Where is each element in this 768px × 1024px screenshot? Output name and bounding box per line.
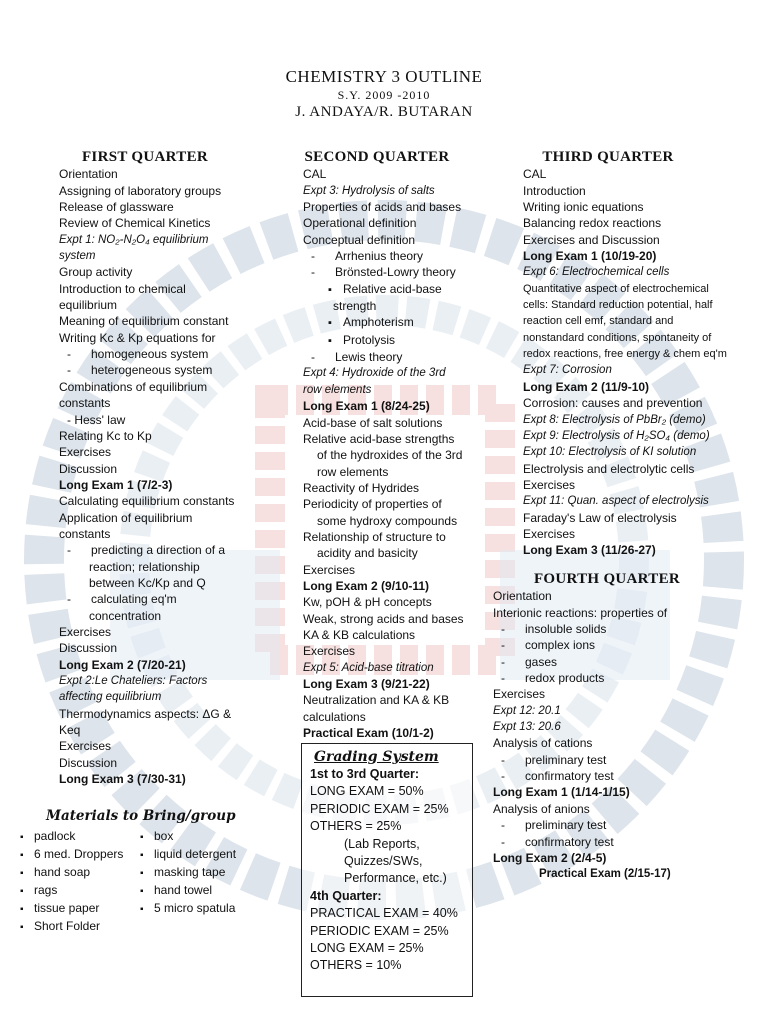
fourth-quarter-list-item: Interionic reactions: properties of xyxy=(493,605,668,620)
first-quarter-list-item: Writing Kc & Kp equations for xyxy=(59,330,216,345)
materials-item: ▪ 6 med. Droppers xyxy=(20,846,123,864)
third-quarter-list-item: Quantitative aspect of electrochemical xyxy=(523,282,709,295)
materials-item: ▪ padlock xyxy=(20,828,123,846)
third-quarter-list-item: Electrolysis and electrolytic cells xyxy=(523,461,695,476)
fourth-quarter-list-item: - preliminary test xyxy=(493,817,763,833)
first-quarter-column xyxy=(59,149,279,787)
third-quarter-heading: THIRD QUARTER xyxy=(542,149,674,165)
first-quarter-list-item: Combinations of equilibrium xyxy=(59,379,208,394)
grading-list-item: Quizzes/SWs, xyxy=(344,854,423,869)
fourth-quarter-list-item: - redox products xyxy=(493,670,763,686)
second-quarter-list-item: - Lewis theory xyxy=(303,349,488,365)
fourth-quarter-list-item: - confirmatory test xyxy=(493,768,763,784)
third-quarter-list-item: Expt 10: Electrolysis of KI solution xyxy=(523,446,697,459)
grading-title: Grading System xyxy=(314,749,439,765)
second-quarter-list-item: Neutralization and KA & KB xyxy=(303,693,450,708)
document-title: CHEMISTRY 3 OUTLINE xyxy=(285,67,483,86)
third-quarter-list-item: Exercises xyxy=(523,477,576,492)
grading-list-item: LONG EXAM = 50% xyxy=(310,784,424,799)
second-quarter-list-item: Exercises xyxy=(303,644,356,659)
materials-item: ▪ masking tape xyxy=(140,864,236,882)
third-quarter-list-item: Expt 6: Electrochemical cells xyxy=(523,266,670,279)
second-quarter-list-item: Long Exam 1 (8/24-25) xyxy=(303,399,430,414)
fourth-quarter-list-item: Exercises xyxy=(493,687,546,702)
materials-item: ▪ liquid detergent xyxy=(140,846,236,864)
second-quarter-list-item: Operational definition xyxy=(303,216,417,231)
first-quarter-list-item: Long Exam 3 (7/30-31) xyxy=(59,772,186,787)
second-quarter-list-item: Relationship of structure to xyxy=(303,529,446,544)
third-quarter-list-item: CAL xyxy=(523,167,547,182)
second-quarter-list-item: some hydroxy compounds xyxy=(317,513,458,528)
grading-list xyxy=(310,766,472,975)
second-quarter-list-item: strength xyxy=(333,299,377,314)
first-quarter-list-item: - Hess' law xyxy=(67,412,126,427)
first-quarter-list-item: - calculating eq'm xyxy=(59,591,279,607)
second-quarter-list-item: Properties of acids and bases xyxy=(303,200,462,215)
grading-list-item: 4th Quarter: xyxy=(310,888,382,903)
first-quarter-list-item: Expt 2:Le Chateliers: Factors xyxy=(59,675,208,687)
fourth-quarter-list-item: - confirmatory test xyxy=(493,834,763,850)
third-quarter-list xyxy=(523,166,763,558)
first-quarter-list-item: Expt 1: NO₂-N₂O₄ equilibrium xyxy=(59,233,209,246)
materials-list-right xyxy=(140,828,236,918)
first-quarter-list-item: Discussion xyxy=(59,461,118,476)
first-quarter-list-item: constants xyxy=(59,526,111,541)
materials-item: ▪ Short Folder xyxy=(20,918,123,936)
second-quarter-list-item: row elements xyxy=(317,464,389,479)
second-quarter-list-item: Acid-base of salt solutions xyxy=(303,415,443,430)
third-quarter-list-item: Corrosion: causes and prevention xyxy=(523,396,703,411)
fourth-quarter-list-item: Expt 13: 20.6 xyxy=(493,721,561,734)
first-quarter-list-item: Review of Chemical Kinetics xyxy=(59,216,211,231)
fourth-quarter-list-item: Long Exam 1 (1/14-1/15) xyxy=(493,785,630,800)
materials-title: Materials to Bring/group xyxy=(46,808,236,824)
first-quarter-list-item: constants xyxy=(59,396,111,411)
third-quarter-list-item: nonstandard conditions, spontaneity of xyxy=(523,331,712,344)
materials-item: ▪ box xyxy=(140,828,236,846)
first-quarter-list-item: Discussion xyxy=(59,641,118,656)
second-quarter-list-item: calculations xyxy=(303,709,366,724)
materials-item: ▪ hand towel xyxy=(140,882,236,900)
third-quarter-list-item: reaction cell emf, standard and xyxy=(523,315,674,328)
third-quarter-list-item: Exercises and Discussion xyxy=(523,232,660,247)
third-quarter-list-item: Balancing redox reactions xyxy=(523,216,662,231)
first-quarter-list-item: between Kc/Kp and Q xyxy=(89,575,206,590)
first-quarter-list-item: Keq xyxy=(59,723,81,738)
second-quarter-list-item: Long Exam 2 (9/10-11) xyxy=(303,578,430,593)
second-quarter-list-item: Conceptual definition xyxy=(303,232,416,247)
first-quarter-list-item: - homogeneous system xyxy=(59,346,279,362)
fourth-quarter-list xyxy=(493,588,763,866)
authors: J. ANDAYA/R. BUTARAN xyxy=(295,104,473,120)
fourth-quarter-list-item: Analysis of anions xyxy=(493,801,590,816)
first-quarter-list-item: Introduction to chemical xyxy=(59,281,186,296)
first-quarter-list-item: Assigning of laboratory groups xyxy=(59,183,222,198)
third-quarter-list-item: Writing ionic equations xyxy=(523,200,644,215)
grading-list-item: PERIODIC EXAM = 25% xyxy=(310,801,449,816)
first-quarter-list-item: Application of equilibrium xyxy=(59,510,193,525)
second-quarter-list xyxy=(303,166,488,741)
third-quarter-list-item: Faraday's Law of electrolysis xyxy=(523,510,677,525)
grading-list-item: Performance, etc.) xyxy=(344,871,447,886)
first-quarter-list-item: Long Exam 1 (7/2-3) xyxy=(59,477,173,492)
grading-list-item: (Lab Reports, xyxy=(344,836,420,851)
first-quarter-list xyxy=(59,166,279,787)
materials-item: ▪ rags xyxy=(20,882,123,900)
materials-list-left xyxy=(20,828,123,937)
first-quarter-list-item: Discussion xyxy=(59,755,118,770)
third-quarter-list-item: Long Exam 3 (11/26-27) xyxy=(523,543,656,558)
second-quarter-list-item: KA & KB calculations xyxy=(303,627,416,642)
second-quarter-list-item: acidity and basicity xyxy=(317,546,418,561)
third-quarter-list-item: Long Exam 1 (10/19-20) xyxy=(523,249,657,264)
fourth-quarter-list-item: Expt 12: 20.1 xyxy=(493,704,561,717)
first-quarter-list-item: affecting equilibrium xyxy=(59,691,162,704)
second-quarter-heading: SECOND QUARTER xyxy=(304,149,450,165)
first-quarter-list-item: equilibrium xyxy=(59,298,118,313)
materials-item: ▪ 5 micro spatula xyxy=(140,900,236,918)
materials-item: ▪ hand soap xyxy=(20,864,123,882)
second-quarter-list-item: of the hydroxides of the 3rd xyxy=(317,448,463,463)
first-quarter-list-item: Relating Kc to Kp xyxy=(59,428,152,443)
first-quarter-list-item: Calculating equilibrium constants xyxy=(59,494,235,509)
materials-item: ▪ tissue paper xyxy=(20,900,123,918)
third-quarter-list-item: Expt 8: Electrolysis of PbBr₂ (demo) xyxy=(523,413,706,426)
second-quarter-list-item: Expt 3: Hydrolysis of salts xyxy=(303,184,435,197)
third-quarter-list-item: Expt 11: Quan. aspect of electrolysis xyxy=(523,495,709,508)
second-quarter-list-item: ▪ Protolysis xyxy=(303,332,488,349)
second-quarter-list-item: Periodicity of properties of xyxy=(303,497,442,512)
third-quarter-list-item: cells: Standard reduction potential, half xyxy=(523,299,713,312)
school-year: S.Y. 2009 -2010 xyxy=(337,88,431,102)
fourth-quarter-list-item: - insoluble solids xyxy=(493,621,763,637)
second-quarter-list-item: Expt 4: Hydroxide of the 3rd xyxy=(303,367,446,380)
second-quarter-list-item: ▪ Amphoterism xyxy=(303,314,488,331)
third-quarter-list-item: Introduction xyxy=(523,183,586,198)
fourth-quarter-list-item: Long Exam 2 (2/4-5) xyxy=(493,850,607,865)
second-quarter-list-item: - Arrhenius theory xyxy=(303,248,488,264)
grading-list-item: OTHERS = 25% xyxy=(310,819,402,834)
first-quarter-list-item: - predicting a direction of a xyxy=(59,542,279,558)
second-quarter-list-item: Long Exam 3 (9/21-22) xyxy=(303,677,430,691)
grading-list-item: 1st to 3rd Quarter: xyxy=(310,767,420,781)
first-quarter-list-item: - heterogeneous system xyxy=(59,362,279,378)
first-quarter-list-item: Group activity xyxy=(59,265,133,280)
second-quarter-list-item: Exercises xyxy=(303,562,356,577)
second-quarter-list-item: Weak, strong acids and bases xyxy=(303,611,464,626)
third-quarter-list-item: Long Exam 2 (11/9-10) xyxy=(523,379,650,394)
fourth-quarter-list-item: Orientation xyxy=(493,589,552,604)
grading-list-item: OTHERS = 10% xyxy=(310,958,402,973)
fourth-quarter-list-item: - preliminary test xyxy=(493,752,763,768)
second-quarter-list-item: Reactivity of Hydrides xyxy=(303,480,420,495)
second-quarter-list-item: ▪ Relative acid-base xyxy=(303,281,488,298)
second-quarter-list-item: row elements xyxy=(303,383,372,396)
grading-list-item: PERIODIC EXAM = 25% xyxy=(310,923,449,938)
practical-exam: Practical Exam (2/15-17) xyxy=(539,868,671,881)
third-quarter-list-item: Expt 9: Electrolysis of H₂SO₄ (demo) xyxy=(523,429,710,442)
fourth-quarter-list-item: - complex ions xyxy=(493,637,763,653)
first-quarter-list-item: reaction; relationship xyxy=(89,559,200,574)
first-quarter-list-item: Exercises xyxy=(59,445,112,460)
first-quarter-list-item: Thermodynamics aspects: ΔG & xyxy=(59,706,232,721)
grading-list-item: PRACTICAL EXAM = 40% xyxy=(310,906,458,921)
second-quarter-list-item: Expt 5: Acid-base titration xyxy=(303,661,434,674)
first-quarter-heading: FIRST QUARTER xyxy=(81,149,209,165)
fourth-quarter-column xyxy=(493,571,763,883)
third-quarter-list-item: Expt 7: Corrosion xyxy=(523,364,612,377)
first-quarter-list-item: Exercises xyxy=(59,624,112,639)
second-quarter-list-item: Kw, pOH & pH concepts xyxy=(303,595,432,610)
second-quarter-list-item: - Brönsted-Lowry theory xyxy=(303,264,488,280)
grading-list-item: LONG EXAM = 25% xyxy=(310,941,424,956)
document-header xyxy=(0,66,768,122)
first-quarter-list-item: Long Exam 2 (7/20-21) xyxy=(59,657,186,672)
first-quarter-list-item: system xyxy=(59,250,96,263)
fourth-quarter-list-item: - gases xyxy=(493,654,763,670)
first-quarter-list-item: Orientation xyxy=(59,167,118,182)
first-quarter-list-item: concentration xyxy=(89,608,162,623)
second-quarter-list-item: Practical Exam (10/1-2) xyxy=(303,726,434,741)
fourth-quarter-list-item: Analysis of cations xyxy=(493,736,593,751)
second-quarter-column xyxy=(303,149,488,741)
grading-system-box xyxy=(301,743,473,997)
second-quarter-list-item: CAL xyxy=(303,167,327,182)
fourth-quarter-heading: FOURTH QUARTER xyxy=(533,571,681,587)
third-quarter-list-item: redox reactions, free energy & chem eq'm xyxy=(523,348,727,361)
second-quarter-list-item: Relative acid-base strengths xyxy=(303,431,455,446)
first-quarter-list-item: Exercises xyxy=(59,739,112,754)
third-quarter-list-item: Exercises xyxy=(523,526,576,541)
first-quarter-list-item: Release of glassware xyxy=(59,200,174,215)
third-quarter-column xyxy=(523,149,763,559)
first-quarter-list-item: Meaning of equilibrium constant xyxy=(59,314,229,329)
